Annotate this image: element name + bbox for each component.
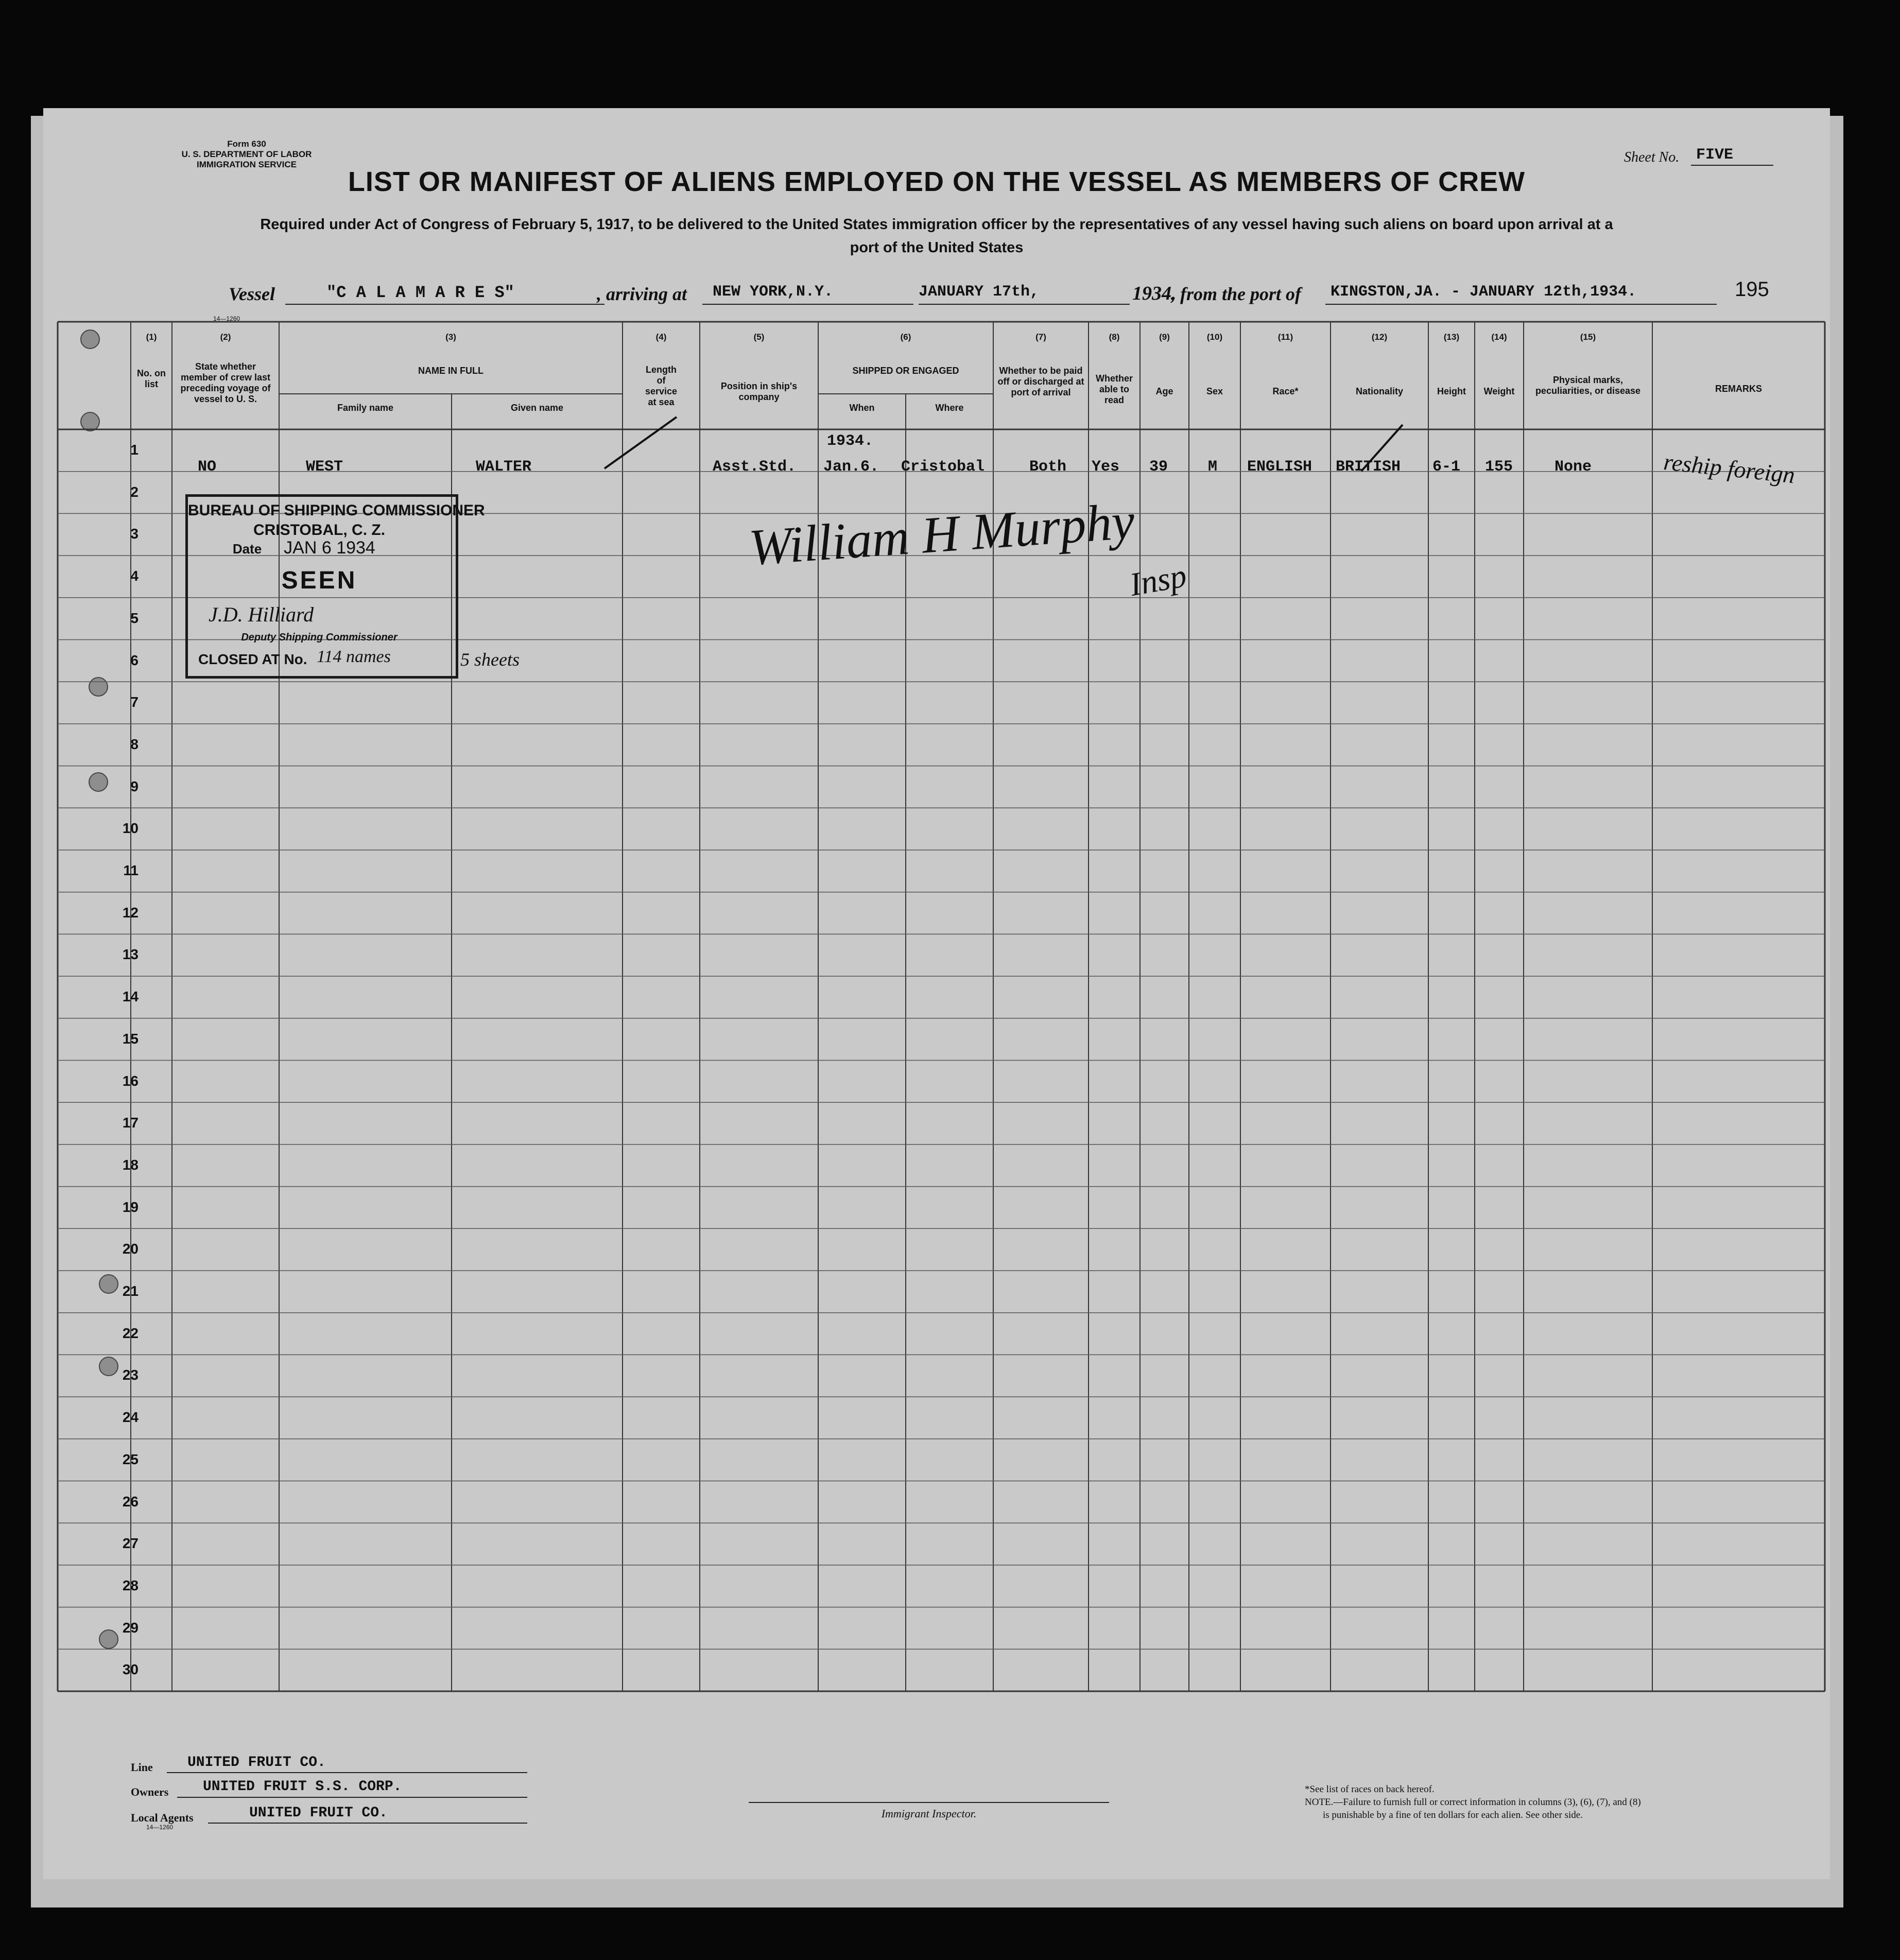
row-number: 5: [130, 610, 139, 626]
col-head-3-given: Given name: [510, 403, 564, 413]
row-number: 14: [122, 988, 139, 1005]
cell-where: Cristobal: [901, 458, 985, 476]
vessel-name: "C A L A M A R E S": [326, 283, 514, 302]
row-number: 15: [122, 1030, 139, 1047]
cell-family-name: WEST: [306, 458, 343, 476]
cell-prev-voyage: NO: [198, 458, 217, 476]
col-head-12: Nationality: [1355, 386, 1403, 396]
stamp-location: CRISTOBAL, C. Z.: [253, 522, 386, 539]
cell-race: ENGLISH: [1247, 458, 1312, 476]
row-number: 1: [130, 442, 139, 458]
footer-owners-value: UNITED FRUIT S.S. CORP.: [203, 1779, 402, 1795]
note-line1: NOTE.—Failure to furnish full or correct information in columns (3), (6), (7), and (8): [1305, 1797, 1641, 1808]
pen-marks: [43, 108, 1830, 1879]
col-head-remarks: REMARKS: [1715, 384, 1762, 394]
cell-marks: None: [1554, 458, 1592, 476]
col-head-2: State whether member of crew last preceding voyage of vessel to U. S.: [180, 361, 271, 404]
row-number: 29: [122, 1619, 139, 1636]
col-head-10: Sex: [1206, 386, 1223, 396]
stamp-seen: SEEN: [281, 567, 357, 594]
row-number: 26: [122, 1493, 139, 1510]
row-number: 20: [122, 1241, 139, 1257]
row-number: 18: [122, 1156, 139, 1173]
col-head-9: Age: [1155, 386, 1173, 396]
sheet-value: FIVE: [1696, 146, 1734, 164]
form-subtitle-line2: port of the United States: [850, 239, 1024, 256]
col-head-5: Position in ship's company: [720, 381, 798, 402]
col-num-4: (4): [655, 332, 667, 342]
col-head-11: Race*: [1272, 386, 1299, 396]
arriving-port: NEW YORK,N.Y.: [713, 283, 834, 301]
service-name: IMMIGRATION SERVICE: [197, 160, 297, 169]
col-num-5: (5): [753, 332, 765, 342]
shipping-commissioner-stamp: [185, 494, 485, 679]
col-head-3: NAME IN FULL: [418, 366, 483, 376]
arriving-label: , arriving at: [597, 284, 687, 304]
form-code-bottom: 14—1260: [146, 1824, 174, 1831]
footer-line-label: Line: [131, 1761, 153, 1774]
note-line2: is punishable by a fine of ten dollars for each alien. See other side.: [1323, 1810, 1583, 1820]
col-head-13: Height: [1437, 386, 1466, 396]
from-label: , from the port of: [1171, 284, 1302, 304]
footer-agents-value: UNITED FRUIT CO.: [249, 1805, 388, 1821]
col-head-1: No. on list: [137, 368, 166, 389]
col-head-6-when: When: [849, 403, 875, 413]
inspector-label: Immigrant Inspector.: [881, 1807, 977, 1820]
manifest-form: [43, 108, 1830, 1879]
form-code-top: 14—1260: [213, 315, 240, 322]
note-races: *See list of races on back hereof.: [1305, 1784, 1435, 1795]
col-num-14: (14): [1491, 332, 1507, 342]
row-number: 9: [130, 778, 139, 794]
row-number: 17: [122, 1115, 139, 1131]
col-head-8: Whether able to read: [1096, 373, 1133, 405]
cell-weight: 155: [1485, 458, 1513, 476]
row-number: 30: [122, 1661, 139, 1678]
footer-agents-label: Local Agents: [131, 1811, 194, 1824]
col-num-7: (7): [1035, 332, 1046, 342]
col-num-13: (13): [1443, 332, 1460, 342]
stamp-closed-label: CLOSED AT No.: [198, 651, 307, 667]
row-number: 21: [122, 1283, 139, 1299]
col-head-3-family: Family name: [337, 403, 394, 413]
col-head-7: Whether to be paid off or discharged at port of arrival: [997, 366, 1084, 397]
col-head-6: SHIPPED OR ENGAGED: [852, 366, 959, 376]
row-number: 24: [122, 1409, 139, 1426]
row-number: 19: [122, 1199, 139, 1215]
arrival-date: JANUARY 17th,: [919, 283, 1040, 301]
row-number: 3: [130, 526, 139, 542]
cell-position: Asst.Std.: [713, 458, 797, 476]
stamp-signature: J.D. Hilliard: [209, 603, 314, 626]
cell-when: Jan.6.: [823, 458, 879, 476]
row-number: 28: [122, 1577, 139, 1593]
sheets-note: 5 sheets: [460, 649, 520, 670]
row-number: 2: [130, 483, 139, 500]
row-number: 12: [122, 904, 139, 921]
inspector-signature-suffix: Insp: [1127, 557, 1189, 603]
col-head-14: Weight: [1483, 386, 1515, 396]
row-number: 16: [122, 1072, 139, 1089]
col-num-15: (15): [1580, 332, 1596, 342]
cell-age: 39: [1149, 458, 1168, 476]
stamp-officer: Deputy Shipping Commissioner: [241, 632, 398, 643]
col-num-3: (3): [445, 332, 456, 342]
cell-sex: M: [1208, 458, 1218, 476]
cell-paid-off: Both: [1029, 458, 1067, 476]
row-number: 7: [130, 694, 139, 710]
stamp-date: JAN 6 1934: [284, 538, 375, 558]
cell-nationality: BRITISH: [1336, 458, 1401, 476]
cell-height: 6-1: [1432, 458, 1461, 476]
from-port: KINGSTON,JA. - JANUARY 12th,1934.: [1331, 283, 1637, 301]
row-number: 27: [122, 1535, 139, 1552]
form-title: LIST OR MANIFEST OF ALIENS EMPLOYED ON THE VESSEL AS MEMBERS OF CREW: [348, 166, 1526, 197]
inspector-signature: William H Murphy: [747, 492, 1136, 577]
col-num-2: (2): [220, 332, 231, 342]
row-number: 23: [122, 1367, 139, 1383]
col-num-12: (12): [1371, 332, 1388, 342]
stamp-date-label: Date: [232, 541, 262, 557]
row-number: 4: [130, 568, 139, 584]
col-num-11: (11): [1277, 332, 1293, 342]
col-head-15: Physical marks, peculiarities, or disease: [1535, 375, 1641, 396]
col-num-1: (1): [146, 332, 157, 342]
form-subtitle-line1: Required under Act of Congress of February 5, 1917, to be delivered to the United States immigration officer by the representatives of any vessel having such aliens on board upon arrival at a: [260, 216, 1613, 233]
row-number: 13: [122, 946, 139, 963]
department-name: U. S. DEPARTMENT OF LABOR: [181, 149, 312, 159]
vessel-label: Vessel: [229, 284, 275, 304]
cell-given-name: WALTER: [476, 458, 532, 476]
col-num-8: (8): [1109, 332, 1120, 342]
row-number: 25: [122, 1451, 139, 1467]
col-num-6: (6): [900, 332, 911, 342]
col-head-6-where: Where: [935, 403, 964, 413]
form-number: Form 630: [227, 139, 266, 149]
footer-line-value: UNITED FRUIT CO.: [187, 1755, 326, 1771]
row-number: 11: [123, 862, 139, 878]
row-number: 6: [130, 652, 139, 668]
row-number: 8: [130, 736, 139, 752]
footer-owners-label: Owners: [131, 1785, 169, 1798]
year: 1934.: [1132, 283, 1177, 304]
col-head-4: Length of service at sea: [645, 365, 678, 407]
row-number: 10: [122, 820, 139, 837]
cell-remarks-handwritten: reship foreign: [1662, 448, 1797, 489]
cell-year: 1934.: [827, 432, 874, 450]
col-num-9: (9): [1159, 332, 1170, 342]
stamp-bureau: BUREAU OF SHIPPING COMMISSIONER: [188, 502, 485, 519]
row-number: 22: [122, 1325, 139, 1341]
cell-read: Yes: [1092, 458, 1120, 476]
col-num-10: (10): [1206, 332, 1223, 342]
page-mark: 195: [1735, 278, 1769, 301]
sheet-label: Sheet No.: [1624, 149, 1680, 165]
stamp-closed-value: 114 names: [317, 647, 391, 666]
